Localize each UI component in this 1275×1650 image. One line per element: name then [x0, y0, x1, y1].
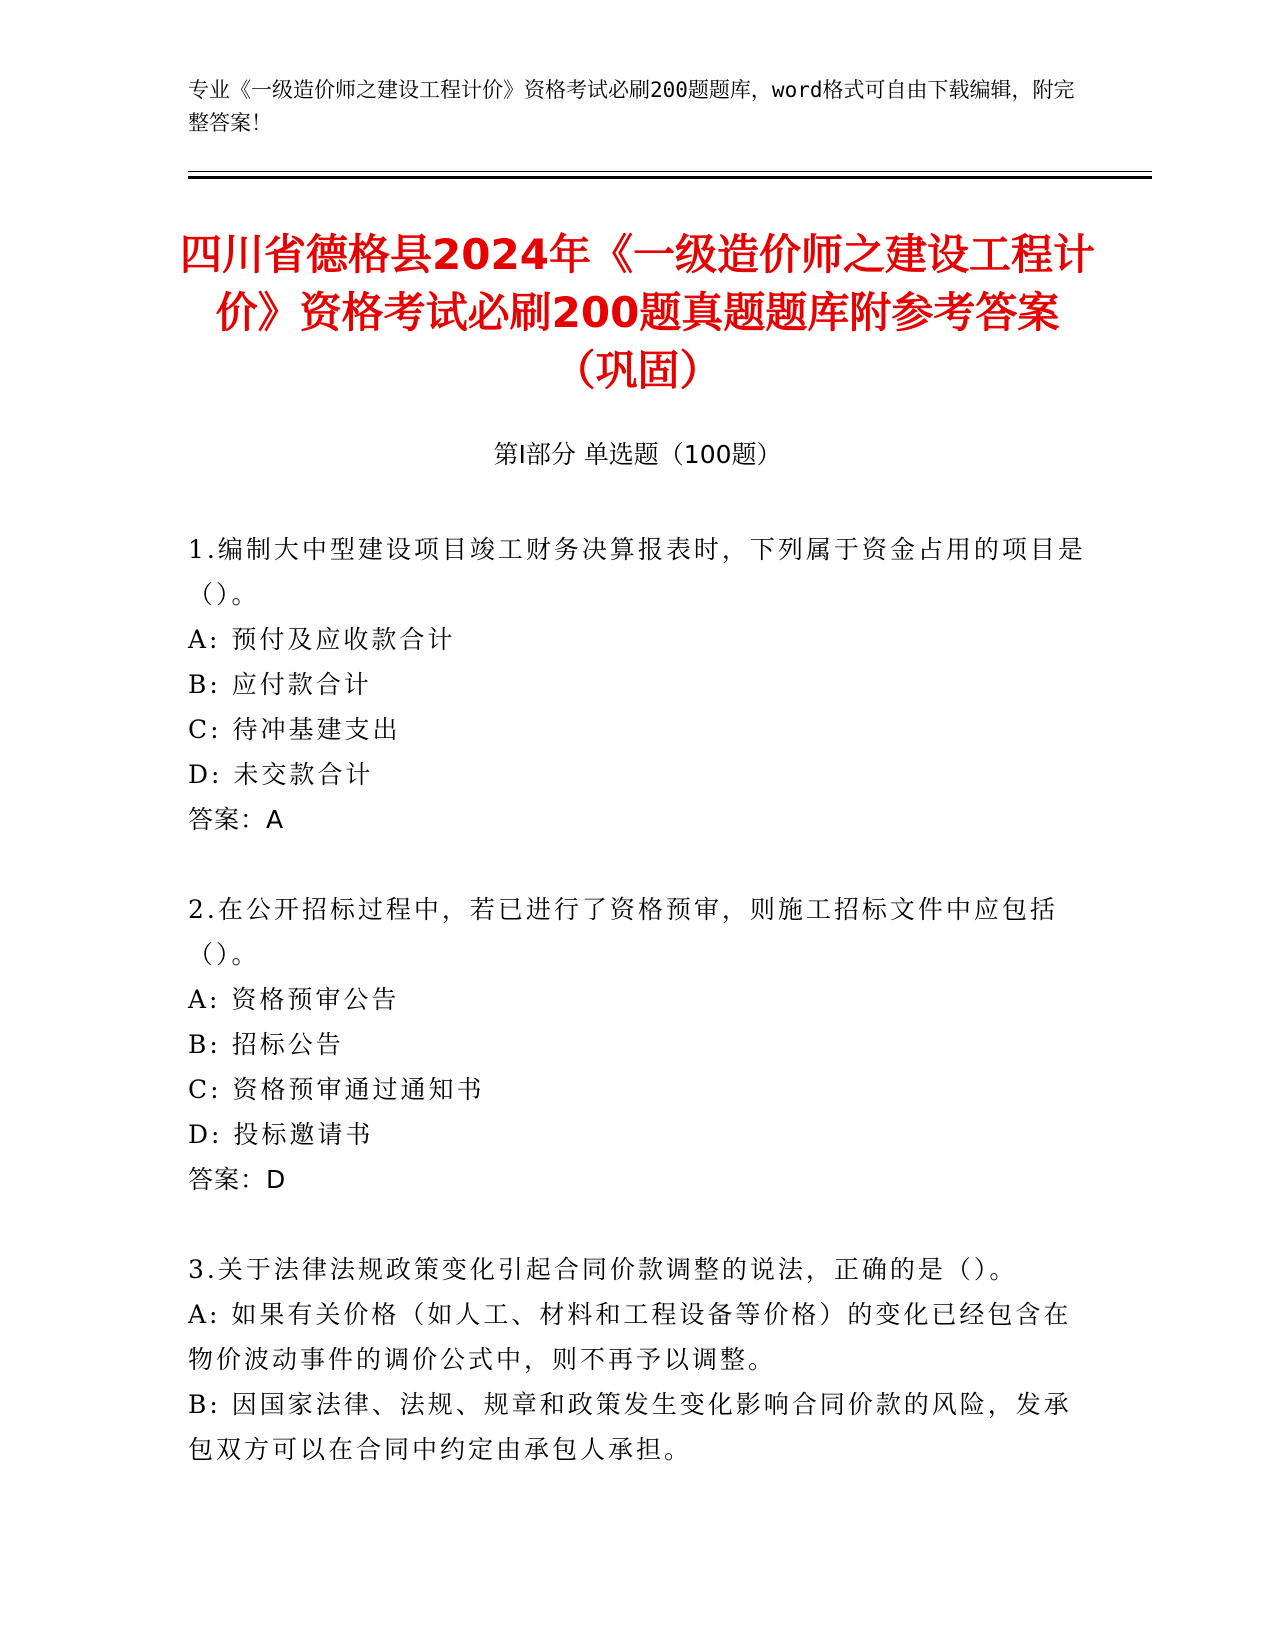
question-option: C: 待冲基建支出	[188, 715, 401, 744]
question-option: C: 资格预审通过通知书	[188, 1075, 485, 1104]
question-option: B: 因国家法律、法规、规章和政策发生变化影响合同价款的风险，发承包双方可以在合同中约定由承包人承担。	[188, 1390, 1072, 1464]
section-title: 第Ⅰ部分 单选题（100题）	[493, 440, 782, 469]
question-stem: 3.关于法律法规政策变化引起合同价款调整的说法，正确的是（）。	[188, 1255, 1018, 1284]
question-answer: 答案：A	[188, 805, 285, 834]
question-answer: 答案：D	[188, 1165, 287, 1194]
question-option: A: 预付及应收款合计	[188, 625, 456, 654]
header-rule-thick	[188, 176, 1152, 179]
question-option: B: 招标公告	[188, 1030, 344, 1059]
question-list	[188, 527, 1088, 1517]
question-option: D: 投标邀请书	[188, 1120, 374, 1149]
question-option: D: 未交款合计	[188, 760, 374, 789]
question-stem: 1.编制大中型建设项目竣工财务决算报表时，下列属于资金占用的项目是（）。	[188, 535, 1086, 609]
question-option: B: 应付款合计	[188, 670, 372, 699]
question-3	[188, 1247, 1088, 1472]
header-note: 专业《一级造价师之建设工程计价》资格考试必刷200题题库，word格式可自由下载编辑，附完整答案！	[188, 78, 1075, 135]
question-option: A: 资格预审公告	[188, 985, 400, 1014]
question-stem: 2.在公开招标过程中，若已进行了资格预审，则施工招标文件中应包括（）。	[188, 895, 1058, 969]
header-rule-thin	[188, 171, 1152, 172]
question-2	[188, 887, 1088, 1202]
question-option: A: 如果有关价格（如人工、材料和工程设备等价格）的变化已经包含在物价波动事件的调价公式中，则不再予以调整。	[188, 1300, 1072, 1374]
question-1	[188, 527, 1088, 842]
document-title: 四川省德格县2024年《一级造价师之建设工程计价》资格考试必刷200题真题题库附参考答案（巩固）	[180, 230, 1095, 395]
